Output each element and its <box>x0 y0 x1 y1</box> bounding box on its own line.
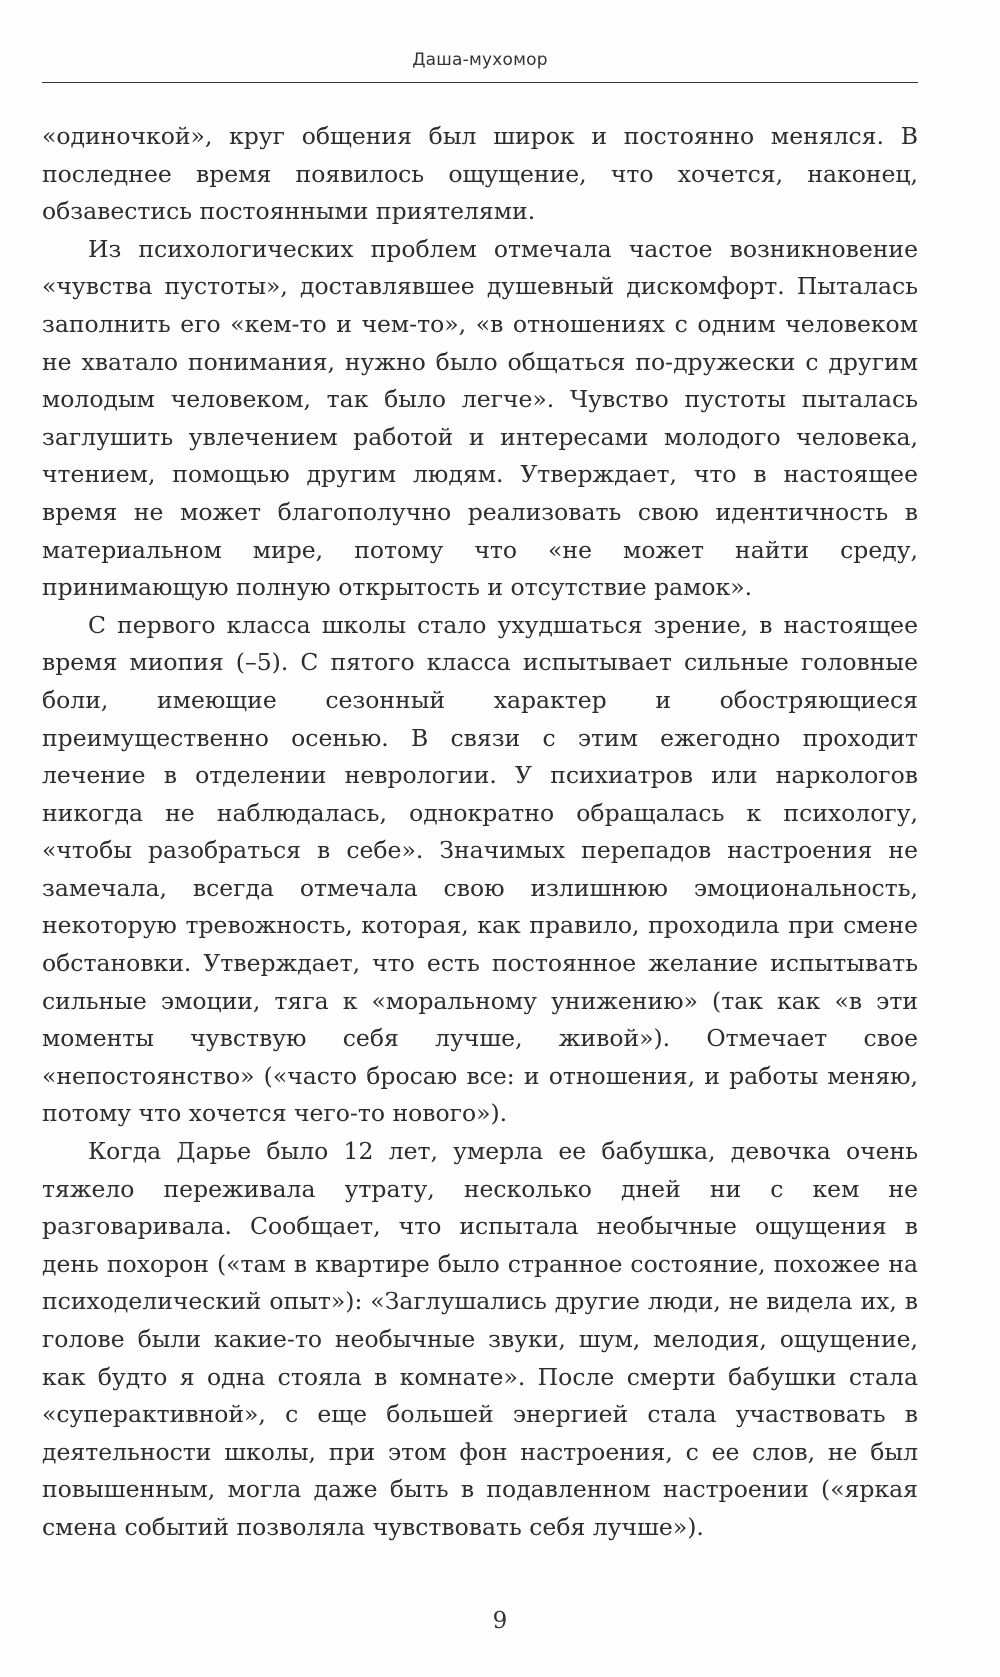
paragraph-continued: «одиночкой», круг общения был широк и постоянно менялся. В последнее время появилось ощущение, что хочется, наконец, обзавестись постоянными приятелями. <box>42 122 918 226</box>
paragraph-psychological-problems: Из психологических проблем отмечала частое возникновение «чувства пустоты», доставлявшее душевный дискомфорт. Пыталась заполнить его «кем-то и чем-то», «в отношениях с одним человеком не хватало понимания, нужно было общаться по-дружески с другим молодым человеком, так было легче». Чувство пустоты пыталась заглушить увлечением работой и интересами молодого человека, чтением, помощью другим людям. Утверждает, что в настоящее время не может благополучно реализовать свою идентичность в материальном мире, потому что «не может найти среду, принимающую полную открытость и отсутствие рамок». <box>42 234 918 602</box>
page-number: 9 <box>492 1608 508 1634</box>
running-head-title: Даша-мухомор <box>412 50 548 70</box>
paragraph-health-history: С первого класса школы стало ухудшаться зрение, в настоящее время миопия (–5). С пятого класса испытывает сильные головные боли, имеющие сезонный характер и обостряющиеся преимущественно осенью. В связи с этим ежегодно проходит лечение в отделении неврологии. У психиатров или наркологов никогда не наблюдалась, однократно обращалась к психологу, «чтобы разобраться в себе». Значимых перепадов настроения не замечала, всегда отмечала свою излишнюю эмоциональность, некоторую тревожность, которая, как правило, проходила при смене обстановки. Утверждает, что есть постоянное желание испытывать сильные эмоции, тяга к «моральному унижению» (так как «в эти моменты чувствую себя лучше, живой»). Отмечает свое «непостоянство» («часто бросаю все: и отношения, и работы меняю, потому что хочется чего-то нового»). <box>42 610 918 1128</box>
paragraph-grandmother-death: Когда Дарье было 12 лет, умерла ее бабушка, девочка очень тяжело переживала утрату, несколько дней ни с кем не разговаривала. Сообщает, что испытала необычные ощущения в день похорон («там в квартире было странное состояние, похожее на психоделический опыт»): «Заглушались другие люди, не видела их, в голове были какие-то необычные звуки, шум, мелодия, ощущение, как будто я одна стояла в комнате». После смерти бабушки стала «суперактивной», с еще большей энергией стала участвовать в деятельности школы, при этом фон настроения, с ее слов, не был повышенным, могла даже быть в подавленном настроении («яркая смена событий позволяла чувствовать себя лучше»). <box>42 1137 918 1541</box>
body-text <box>42 118 918 1547</box>
header-rule <box>42 82 918 83</box>
